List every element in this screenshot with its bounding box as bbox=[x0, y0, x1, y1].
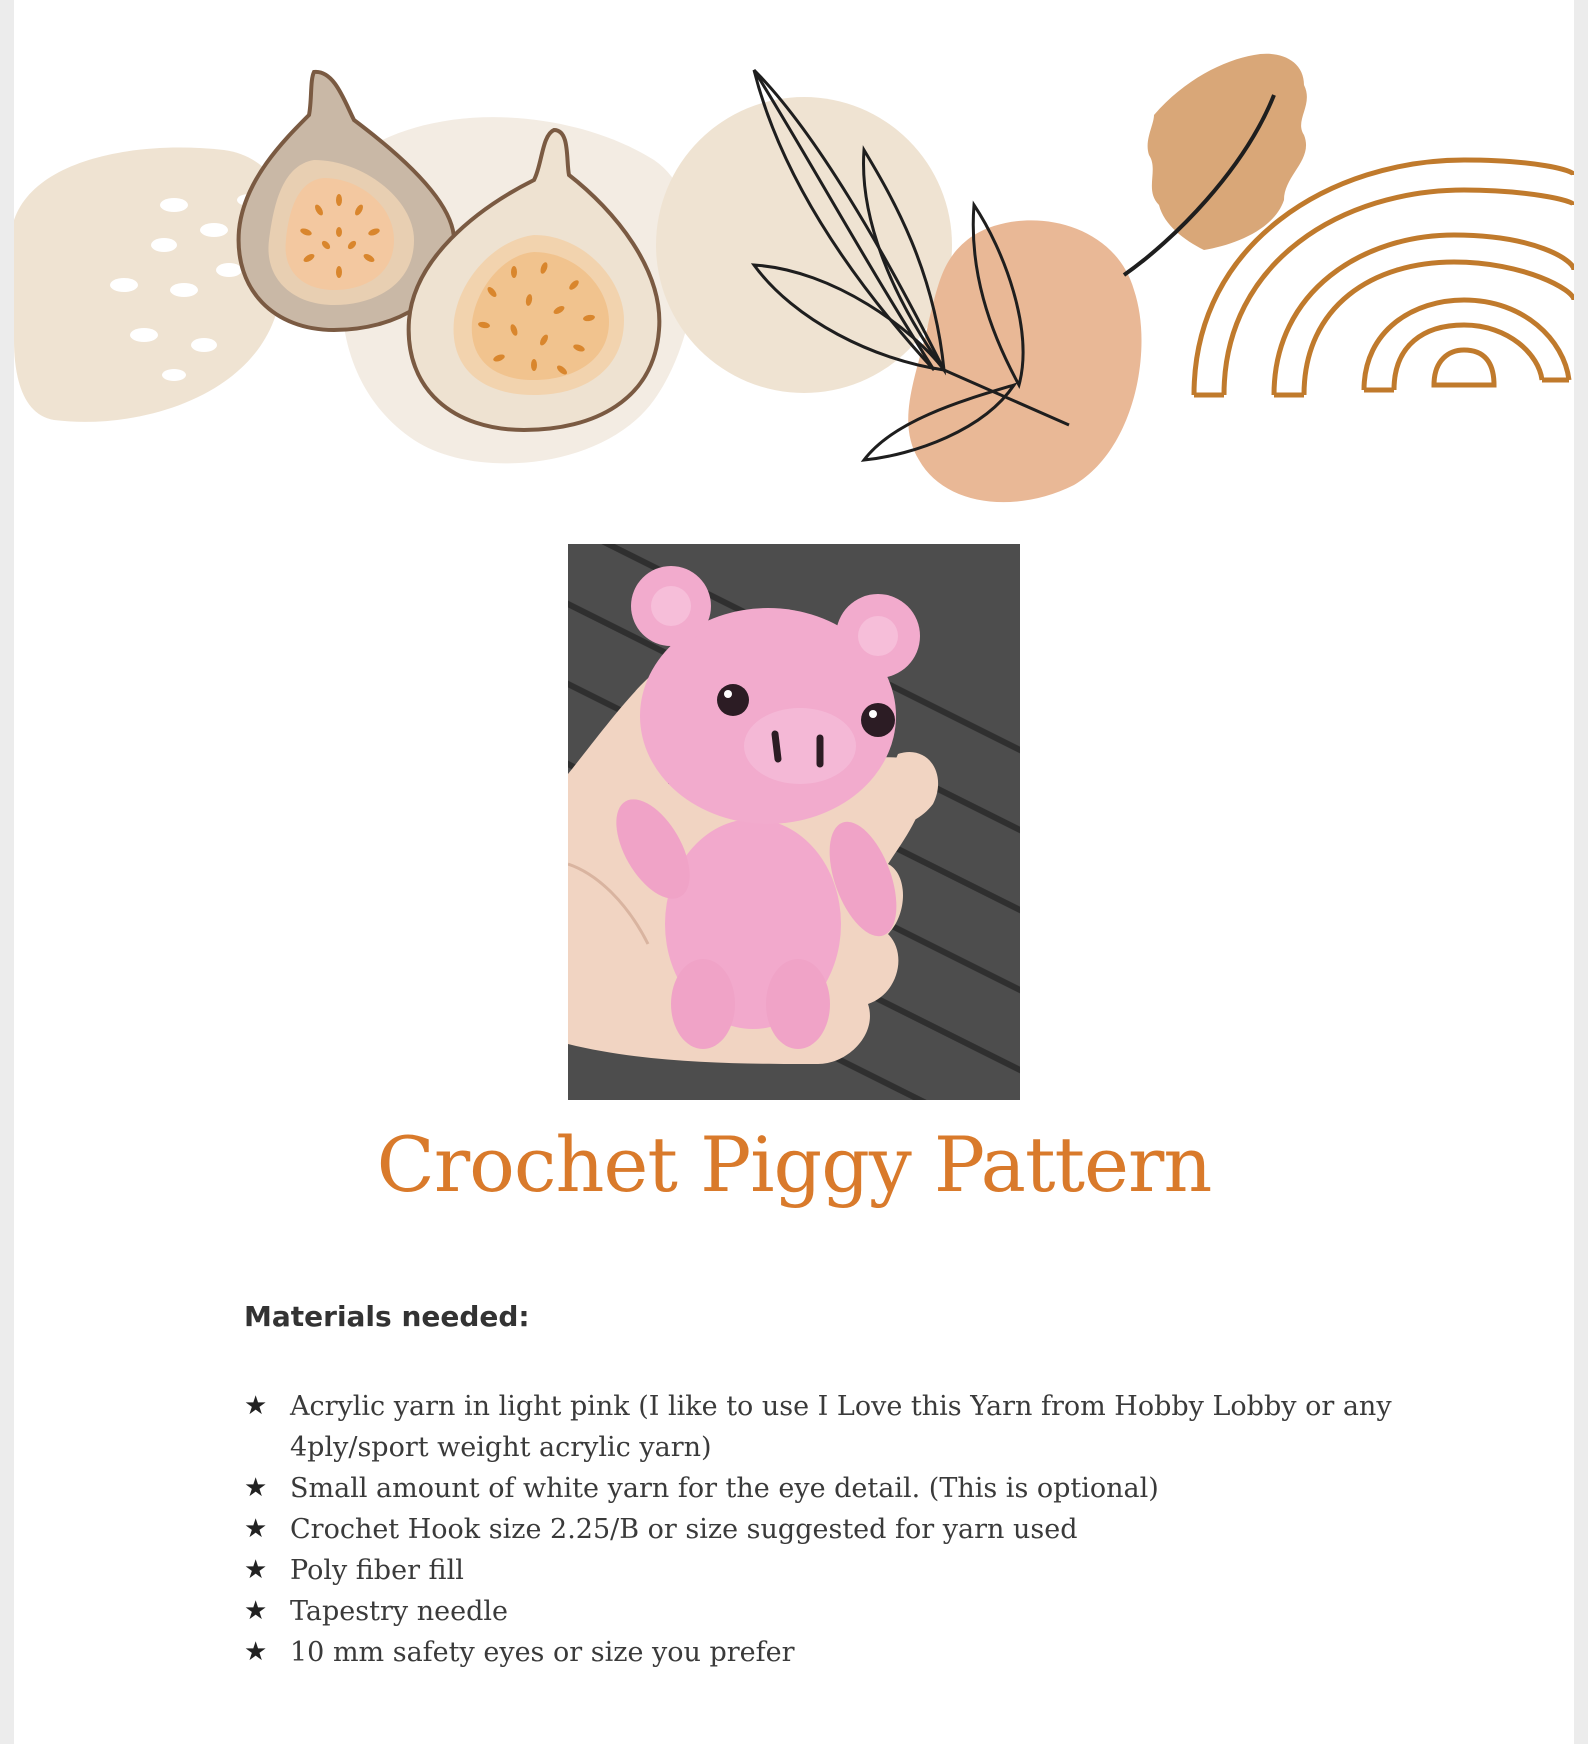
list-item-text: Small amount of white yarn for the eye detail. (This is optional) bbox=[290, 1473, 1159, 1504]
star-icon: ★ bbox=[244, 1473, 268, 1503]
materials-list bbox=[244, 1386, 1424, 1673]
list-item bbox=[244, 1386, 1424, 1468]
product-photo bbox=[568, 544, 1020, 1100]
star-icon: ★ bbox=[244, 1514, 268, 1544]
cream-circle bbox=[656, 97, 952, 393]
list-item bbox=[244, 1591, 1424, 1632]
list-item bbox=[244, 1468, 1424, 1509]
materials-heading: Materials needed: bbox=[244, 1300, 530, 1333]
list-item-text: 10 mm safety eyes or size you prefer bbox=[290, 1637, 795, 1668]
list-item-text: Poly fiber fill bbox=[290, 1555, 464, 1586]
star-icon: ★ bbox=[244, 1637, 268, 1667]
list-item bbox=[244, 1509, 1424, 1550]
star-icon: ★ bbox=[244, 1596, 268, 1626]
star-icon: ★ bbox=[244, 1555, 268, 1585]
page-title: Crochet Piggy Pattern bbox=[376, 1120, 1212, 1209]
list-item bbox=[244, 1550, 1424, 1591]
star-icon: ★ bbox=[244, 1391, 268, 1421]
document-page bbox=[14, 0, 1574, 1744]
list-item-text: Acrylic yarn in light pink (I like to use I Love this Yarn from Hobby Lobby or any 4ply/sport weight acrylic yarn) bbox=[290, 1391, 1392, 1463]
list-item-text: Tapestry needle bbox=[290, 1596, 508, 1627]
list-item bbox=[244, 1632, 1424, 1673]
list-item-text: Crochet Hook size 2.25/B or size suggested for yarn used bbox=[290, 1514, 1078, 1545]
oak-leaf bbox=[1148, 54, 1307, 250]
decorative-banner bbox=[14, 0, 1574, 520]
